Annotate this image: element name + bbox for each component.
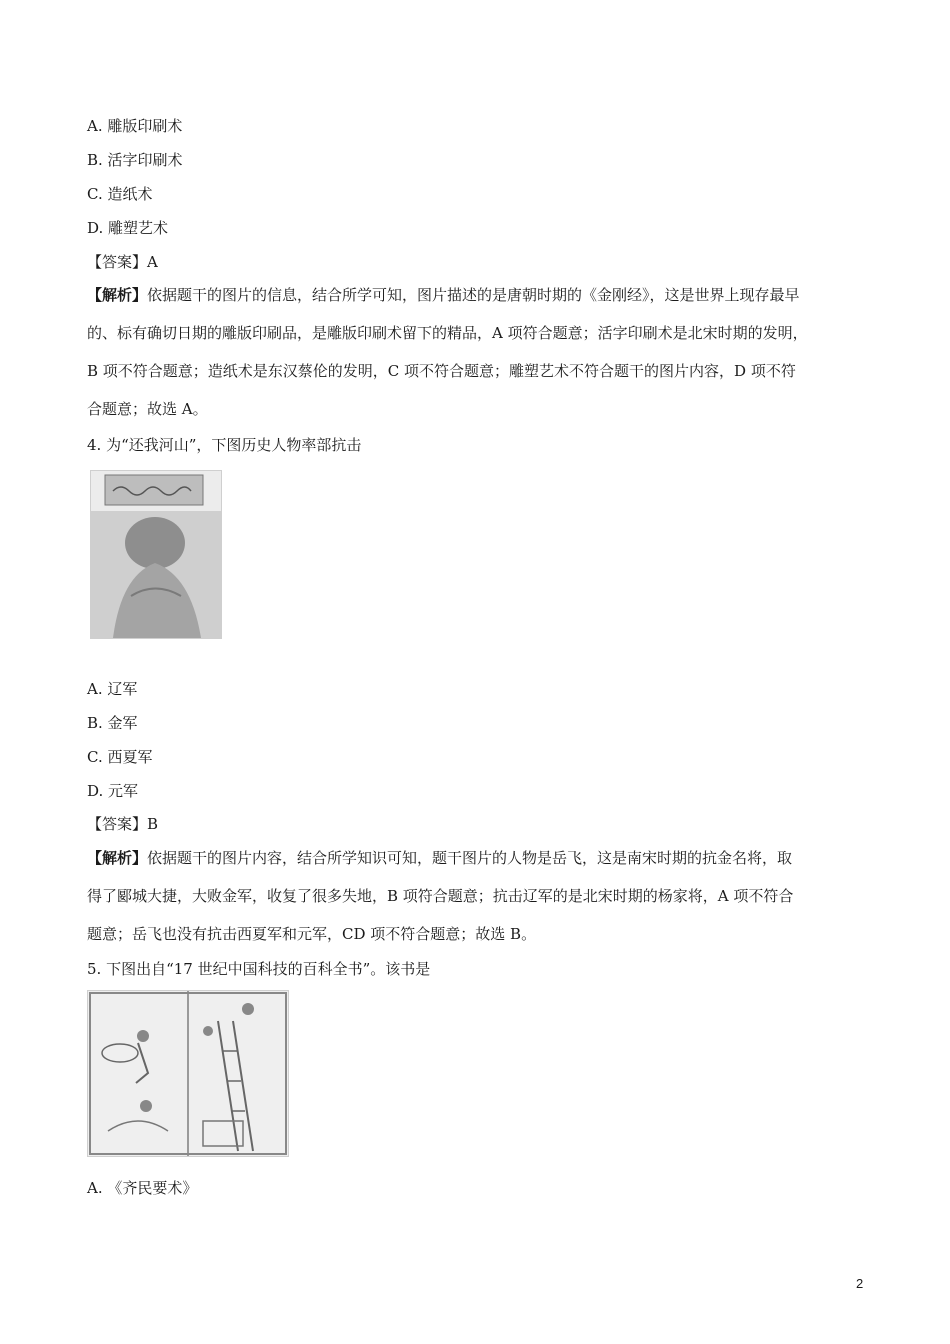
analysis-line: 合题意；故选 A。 [87, 400, 208, 418]
analysis-line: 题意；岳飞也没有抗击西夏军和元军，CD 项不符合题意；故选 B。 [87, 925, 537, 943]
analysis-line: 的、标有确切日期的雕版印刷品，是雕版印刷术留下的精品，A 项符合题意；活字印刷术是北宋时期的发明， [87, 324, 808, 342]
analysis-label: 【解析】 [87, 849, 148, 867]
answer: 【答案】A [87, 253, 158, 271]
analysis-text: 依据题干的图片的信息，结合所学可知，图片描述的是唐朝时期的《金刚经》，这是世界上现存最早 [147, 286, 800, 304]
answer: 【答案】B [87, 815, 159, 833]
tiangong-kaiwu-illustration [87, 990, 289, 1157]
option-d: D. 元军 [87, 782, 139, 800]
analysis-line: B 项不符合题意；造纸术是东汉蔡伦的发明，C 项不符合题意；雕塑艺术不符合题干的图片内容，D 项不符 [87, 362, 796, 380]
option-a: A. 《齐民要术》 [87, 1179, 198, 1197]
analysis-label: 【解析】 [87, 286, 148, 304]
option-a: A. 辽军 [87, 680, 138, 698]
question-4: 4. 为“还我河山”，下图历史人物率部抗击 [87, 436, 362, 454]
analysis-text: 依据题干的图片内容，结合所学知识可知，题干图片的人物是岳飞，这是南宋时期的抗金名将，取 [147, 849, 793, 867]
page-number: 2 [856, 1276, 864, 1291]
analysis-line [87, 285, 800, 305]
option-b: B. 金军 [87, 714, 138, 732]
option-b: B. 活字印刷术 [87, 151, 183, 169]
option-a: A. 雕版印刷术 [87, 117, 183, 135]
option-c: C. 造纸术 [87, 185, 153, 203]
option-c: C. 西夏军 [87, 748, 153, 766]
analysis-line: 得了郾城大捷，大败金军，收复了很多失地，B 项符合题意；抗击辽军的是北宋时期的杨家将，A 项不符合 [87, 887, 794, 905]
question-5: 5. 下图出自“17 世纪中国科技的百科全书”。该书是 [87, 960, 431, 978]
analysis-line [87, 848, 792, 868]
yue-fei-statue-image [90, 470, 222, 639]
option-d: D. 雕塑艺术 [87, 219, 169, 237]
